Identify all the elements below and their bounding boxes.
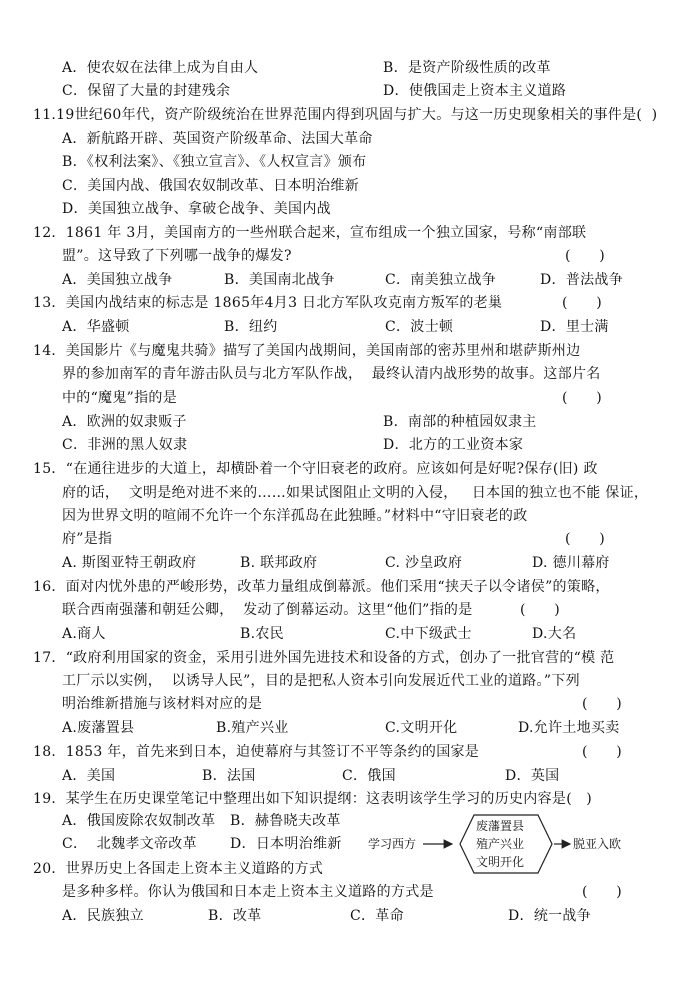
text-line-l64: C． 北魏孝文帝改革 [62,836,197,852]
text-line-l41: 联合西南强藩和朝廷公卿， 发动了倒幕运动。这里“他们”指的是 [62,602,473,618]
text-line-l34: 府”是指 [62,531,113,547]
text-line-l72: D．统一战争 [508,908,592,924]
text-line-l48: 工厂示以实例， 以诱导人民”，目的是把私人资本引向发展近代工业的道路。”下列 [62,673,580,689]
text-line-l42: ( ) [520,602,561,618]
text-line-l11: 盟”。这导致了下列哪一战争的爆发? [62,248,292,264]
text-line-l03: C．保留了大量的封建残余 [62,83,231,99]
text-line-l39: D. 德川幕府 [532,555,610,571]
text-line-l33: 因为世界文明的喧闹不允许一个东洋孤岛在此独睡。”材料中“守旧衰老的政 [62,508,528,524]
text-line-l31: 15．“在通往进步的大道上，却横卧着一个守旧衰老的政府。应该如何是好呢?保存(旧) 政 [33,461,598,477]
text-line-l21: C．波士顿 [385,319,454,335]
text-line-l01: A．使农奴在法律上成为自由人 [62,60,259,76]
text-line-l06: A．新航路开辟、英国资产阶级革命、法国大革命 [62,131,373,147]
text-line-l23: 14．美国影片《与魔鬼共骑》描写了美国内战期间，美国南部的密苏里州和堪萨斯州边 [33,343,581,359]
text-line-l19: A．华盛顿 [62,319,130,335]
text-line-l37: B. 联邦政府 [240,555,318,571]
text-line-l56: ( ) [582,744,623,760]
text-line-l32: 府的话， 文明是绝对进不来的……如果试图阻止文明的入侵， 日本国的独立也不能 保证， [62,485,649,501]
text-line-l47: 17．“政府利用国家的资金，采用引进外国先进技术和设备的方式，创办了一批官营的“模 范 [33,650,615,666]
text-line-l63: B．赫鲁晓夫改革 [230,813,341,829]
text-line-l17: 13．美国内战结束的标志是 1865年4月3 日北方军队攻克南方叛军的老巢 [33,295,503,311]
text-line-l29: C．非洲的黑人奴隶 [62,437,188,453]
knowledge-outline-diagram [368,813,638,875]
text-line-l57: A．美国 [62,768,116,784]
text-line-l30: D．北方的工业资本家 [383,437,524,453]
text-line-l18: ( ) [562,295,603,311]
text-line-l50: ( ) [582,696,623,712]
text-line-l43: A.商人 [62,626,106,642]
text-line-l40: 16．面对内忧外患的严峻形势，改革力量组成倒幕派。他们采用“挟天子以令诸侯”的策略， [33,579,610,595]
text-line-l08: C．美国内战、俄国农奴制改革、日本明治维新 [62,178,360,194]
text-line-l68: ( ) [582,884,623,900]
text-line-l54: D.允许土地买卖 [518,720,620,736]
diagram-item-3: 文明开化 [476,855,525,869]
text-line-l49: 明治维新措施与该材料对应的是 [62,696,263,712]
text-line-l10: 12．1861 年 3月，美国南方的一些州联合起来，宣布组成一个独立国家，号称“南部联 [33,225,587,241]
text-line-l52: B.殖产兴业 [216,720,289,736]
diagram-left-label: 学习西方 [368,837,417,851]
text-line-l28: B．南部的种植园奴隶主 [383,414,537,430]
text-line-l70: B．改革 [208,908,262,924]
text-line-l53: C.文明开化 [385,720,458,736]
text-line-l46: D.大名 [532,626,577,642]
text-line-l55: 18．1853 年，首先来到日本，迫使幕府与其签订不平等条约的国家是 [33,744,480,760]
text-line-l67: 是多种多样。你认为俄国和日本走上资本主义道路的方式是 [62,884,434,900]
text-line-l60: D．英国 [505,768,560,784]
text-line-l04: D．使俄国走上资本主义道路 [383,83,567,99]
text-line-l36: A. 斯图亚特王朝政府 [62,555,197,571]
text-line-l69: A．民族独立 [62,908,144,924]
text-line-l38: C. 沙皇政府 [385,555,463,571]
text-line-l13: A．美国独立战争 [62,272,173,288]
text-line-l65: D．日本明治维新 [230,836,342,852]
text-line-l09: D．美国独立战争、拿破仑战争、美国内战 [62,201,331,217]
text-line-l22: D．里士满 [540,319,609,335]
text-line-l51: A.废藩置县 [62,720,135,736]
text-line-l15: C．南美独立战争 [385,272,497,288]
text-line-l07: B．《权利法案》、《独立宣言》、《人权宣言》颁布 [62,154,367,170]
text-line-l05: 11.19世纪60年代，资产阶级统治在世界范围内得到巩固与扩大。与这一历史现象相关的事件是( ) [33,107,658,123]
text-line-l27: A．欧洲的奴隶贩子 [62,414,187,430]
diagram-right-label: 脱亚入欧 [573,837,622,851]
text-line-l44: B.农民 [240,626,284,642]
diagram-item-2: 殖产兴业 [476,837,525,851]
text-line-l02: B．是资产阶级性质的改革 [383,60,551,76]
text-line-l14: B．美国南北战争 [224,272,335,288]
text-line-l66: 20．世界历史上各国走上资本主义道路的方式 [33,861,324,877]
text-line-l26: ( ) [562,390,603,406]
text-line-l45: C.中下级武士 [385,626,472,642]
text-line-l62: A．俄国废除农奴制改革 [62,813,216,829]
text-line-l35: ( ) [565,531,606,547]
text-line-l61: 19．某学生在历史课堂笔记中整理出如下知识提纲：这表明该学生学习的历史内容是( ) [33,791,592,807]
text-line-l12: ( ) [565,248,606,264]
text-line-l58: B．法国 [202,768,256,784]
text-line-l59: C．俄国 [342,768,396,784]
diagram-item-1: 废藩置县 [476,819,525,833]
text-line-l71: C．革命 [350,908,404,924]
text-line-l20: B．纽约 [224,319,278,335]
text-line-l25: 中的“魔鬼”指的是 [62,390,178,406]
text-line-l24: 界的参加南军的青年游击队员与北方军队作战， 最终认清内战形势的故事。这部片名 [62,366,601,382]
text-line-l16: D．普法战争 [540,272,624,288]
